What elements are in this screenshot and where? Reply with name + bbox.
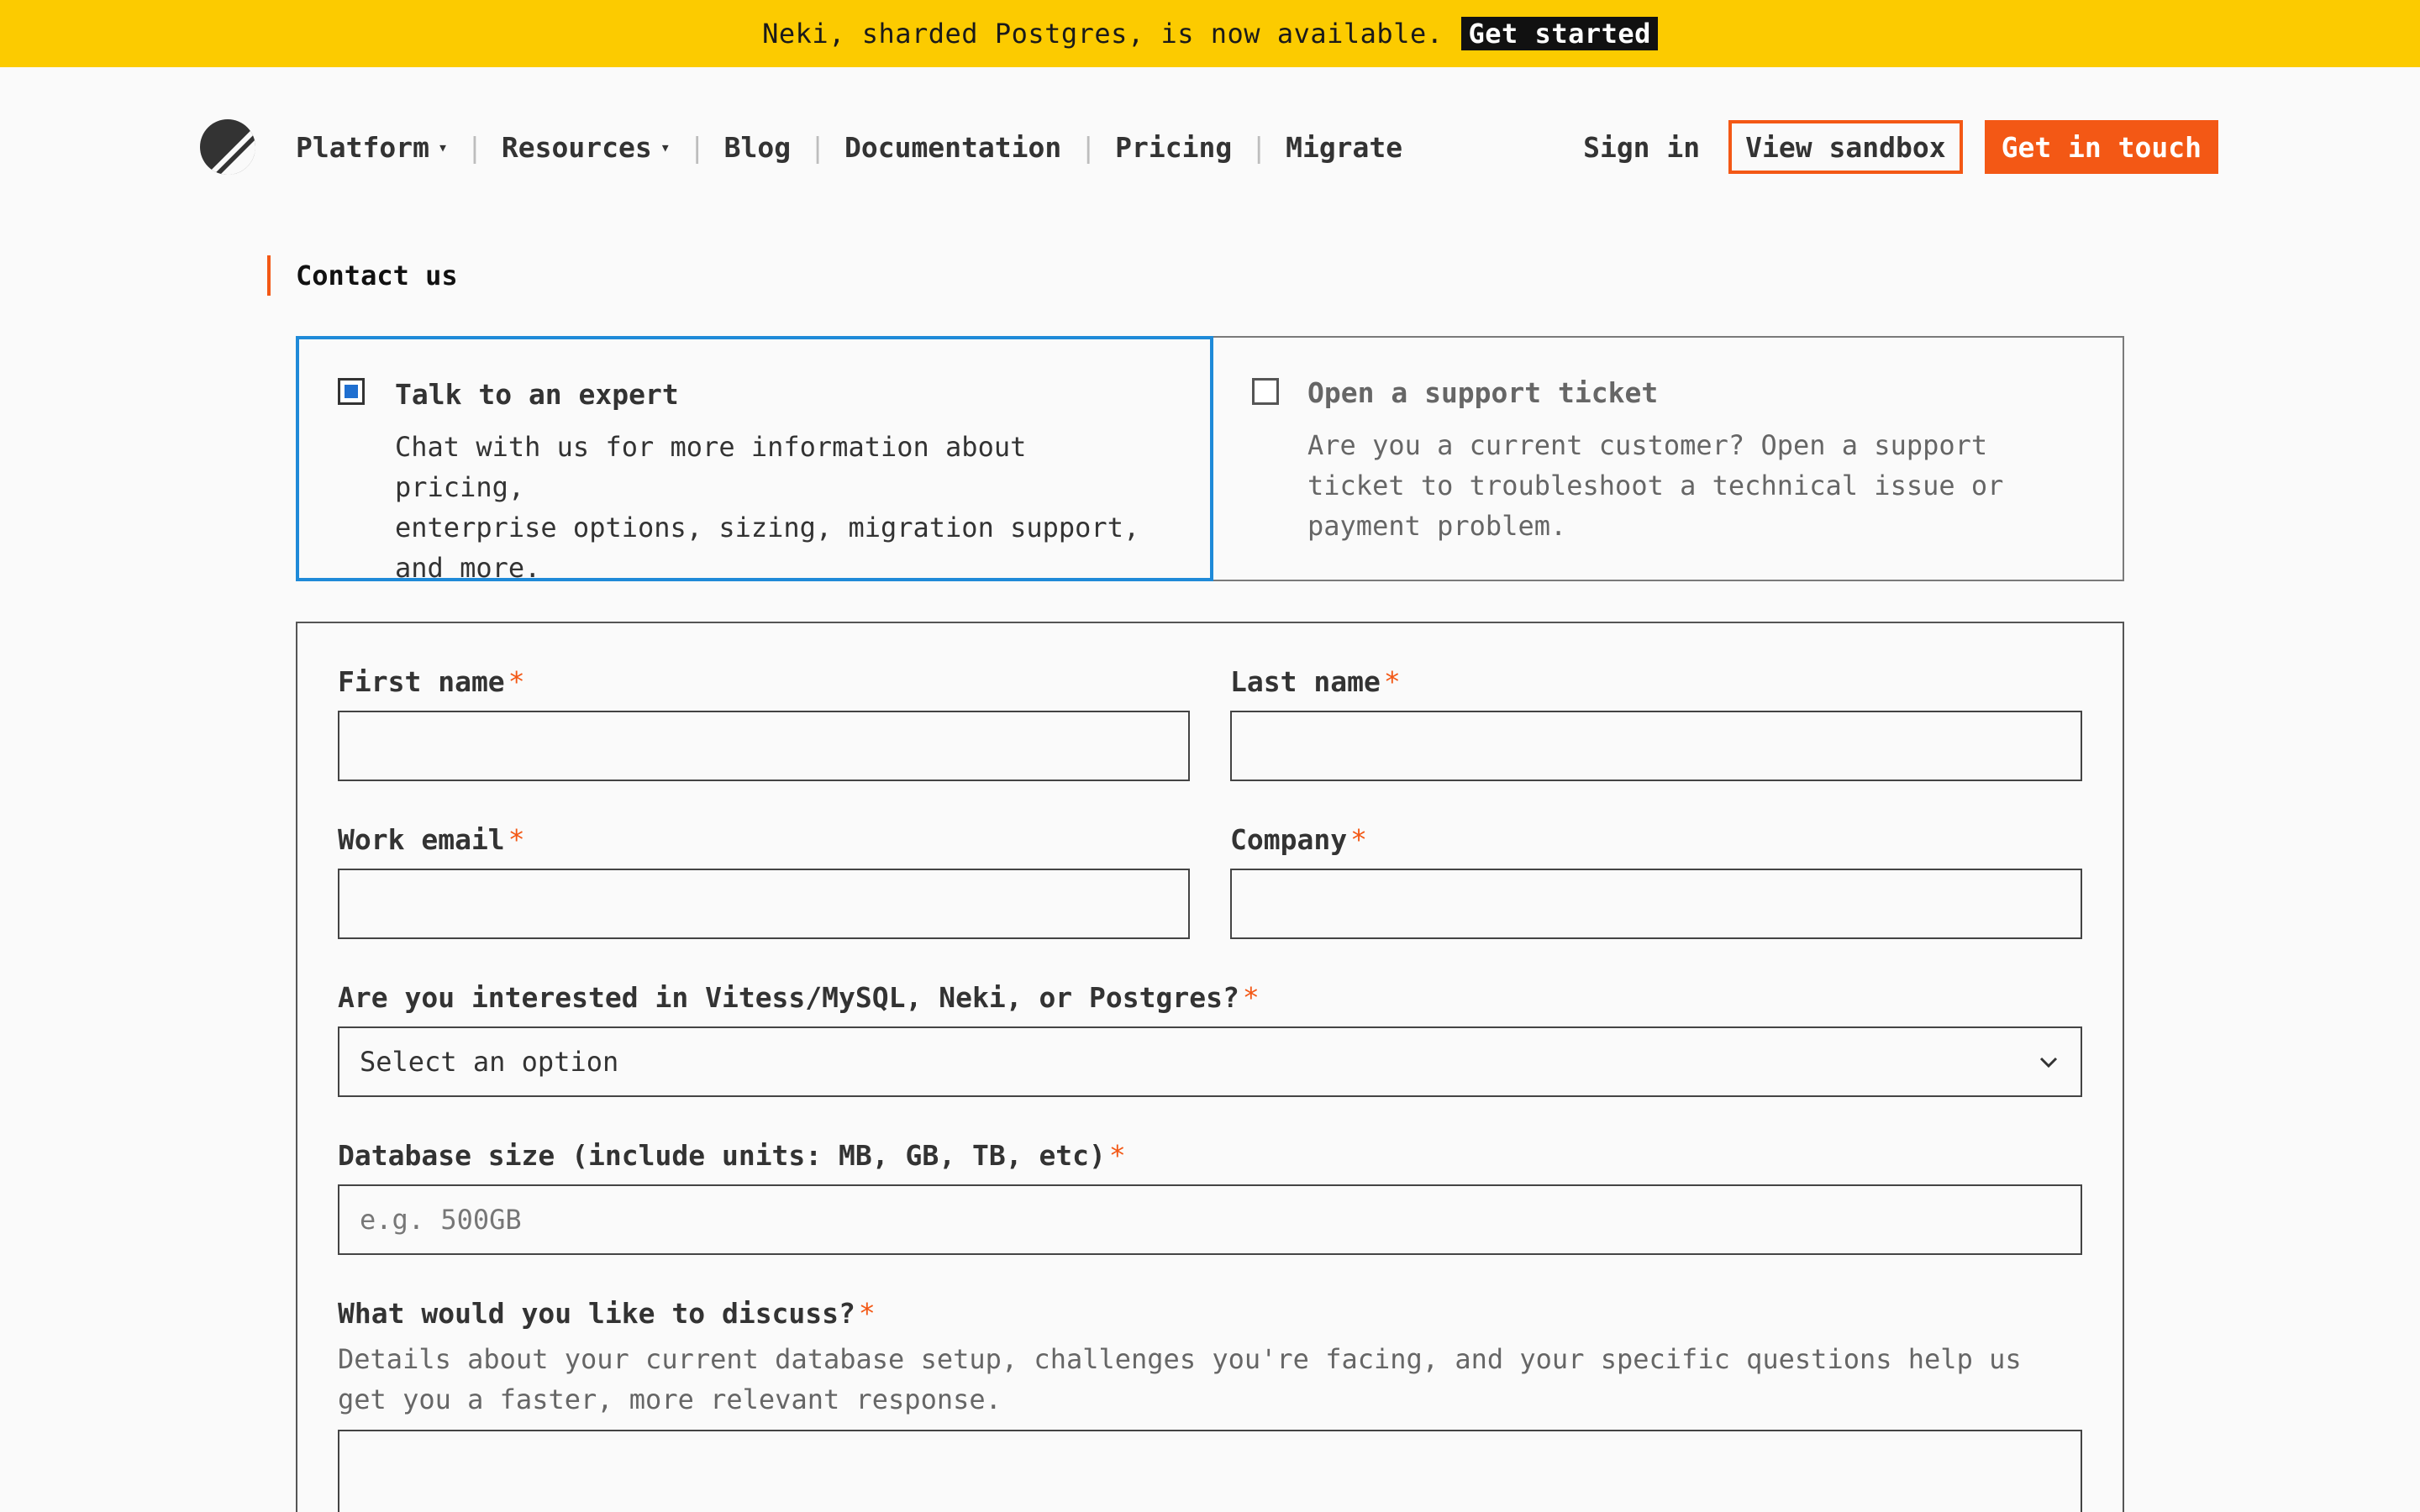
option-description <box>1307 425 2081 546</box>
discuss-label <box>338 1295 876 1332</box>
nav-separator: | <box>1250 130 1268 164</box>
sign-in-link[interactable]: Sign in <box>1583 130 1701 164</box>
first-name-input[interactable] <box>338 711 1190 781</box>
option-desc-line: Are you a current customer? Open a support <box>1307 429 1988 461</box>
label-text: Database size (include units: MB, GB, TB, etc) <box>338 1139 1106 1172</box>
first-name-label <box>338 664 525 701</box>
discuss-textarea[interactable] <box>338 1430 2082 1512</box>
required-mark: * <box>1108 1139 1126 1172</box>
caret-down-icon: ▾ <box>660 137 671 157</box>
option-title: Open a support ticket <box>1307 376 1659 409</box>
nav-separator: | <box>688 130 706 164</box>
nav-resources-label: Resources <box>501 130 652 164</box>
caret-down-icon: ▾ <box>437 137 448 157</box>
nav-platform[interactable] <box>296 131 448 164</box>
checkbox-checked-icon[interactable] <box>338 378 365 405</box>
option-desc-line: Chat with us for more information about pricing, <box>395 431 1027 503</box>
view-sandbox-button[interactable]: View sandbox <box>1728 120 1962 174</box>
company-label <box>1230 822 1367 858</box>
nav-separator: | <box>1080 130 1097 164</box>
helper-line: Details about your current database setup, challenges you're facing, and your specific questions help us <box>338 1343 2022 1375</box>
header-actions <box>1583 120 2218 174</box>
option-desc-line: and more. <box>395 552 541 584</box>
db-size-input[interactable] <box>338 1184 2082 1255</box>
nav-separator: | <box>809 130 826 164</box>
required-mark: * <box>1383 665 1401 698</box>
option-support-ticket[interactable] <box>1212 338 2123 580</box>
get-started-link[interactable]: Get started <box>1461 17 1657 50</box>
select-value: Select an option <box>360 1046 619 1078</box>
main-nav <box>296 128 1402 166</box>
nav-pricing[interactable]: Pricing <box>1115 130 1233 164</box>
db-size-label <box>338 1137 1126 1174</box>
option-desc-line: ticket to troubleshoot a technical issue or <box>1307 470 2004 501</box>
required-mark: * <box>858 1297 876 1330</box>
option-title: Talk to an expert <box>395 378 679 411</box>
interest-select[interactable] <box>338 1026 2082 1097</box>
helper-line: get you a faster, more relevant response. <box>338 1383 1002 1415</box>
label-text: Work email <box>338 823 505 856</box>
get-in-touch-button[interactable]: Get in touch <box>1985 120 2218 174</box>
page-title: Contact us <box>267 255 458 296</box>
chevron-down-icon <box>2037 1050 2060 1074</box>
required-mark: * <box>508 665 525 698</box>
nav-resources[interactable] <box>502 131 671 164</box>
discuss-helper-text <box>338 1339 2022 1420</box>
label-text: What would you like to discuss? <box>338 1297 855 1330</box>
site-header <box>0 67 2420 227</box>
label-text: Are you interested in Vitess/MySQL, Neki, or Postgres? <box>338 981 1239 1014</box>
announcement-banner <box>0 0 2420 67</box>
company-input[interactable] <box>1230 869 2082 939</box>
required-mark: * <box>1242 981 1260 1014</box>
nav-blog[interactable]: Blog <box>723 130 792 164</box>
label-text: Last name <box>1230 665 1381 698</box>
interest-label <box>338 979 1260 1016</box>
label-text: Company <box>1230 823 1348 856</box>
nav-separator: | <box>466 130 483 164</box>
option-desc-line: payment problem. <box>1307 510 1567 542</box>
checkbox-unchecked-icon[interactable] <box>1252 378 1279 405</box>
contact-type-options <box>296 336 2124 584</box>
work-email-label <box>338 822 525 858</box>
contact-form <box>296 622 2124 1512</box>
nav-migrate[interactable]: Migrate <box>1286 130 1403 164</box>
nav-documentation[interactable]: Documentation <box>844 130 1062 164</box>
last-name-input[interactable] <box>1230 711 2082 781</box>
banner-text: Neki, sharded Postgres, is now available. <box>762 18 1444 50</box>
option-talk-to-expert[interactable] <box>296 336 1213 584</box>
required-mark: * <box>1350 823 1367 856</box>
required-mark: * <box>508 823 525 856</box>
planetscale-logo-icon[interactable] <box>200 119 255 175</box>
option-desc-line: enterprise options, sizing, migration support, <box>395 512 1140 543</box>
last-name-label <box>1230 664 1401 701</box>
label-text: First name <box>338 665 505 698</box>
option-description <box>395 427 1168 588</box>
work-email-input[interactable] <box>338 869 1190 939</box>
nav-platform-label: Platform <box>296 130 429 164</box>
